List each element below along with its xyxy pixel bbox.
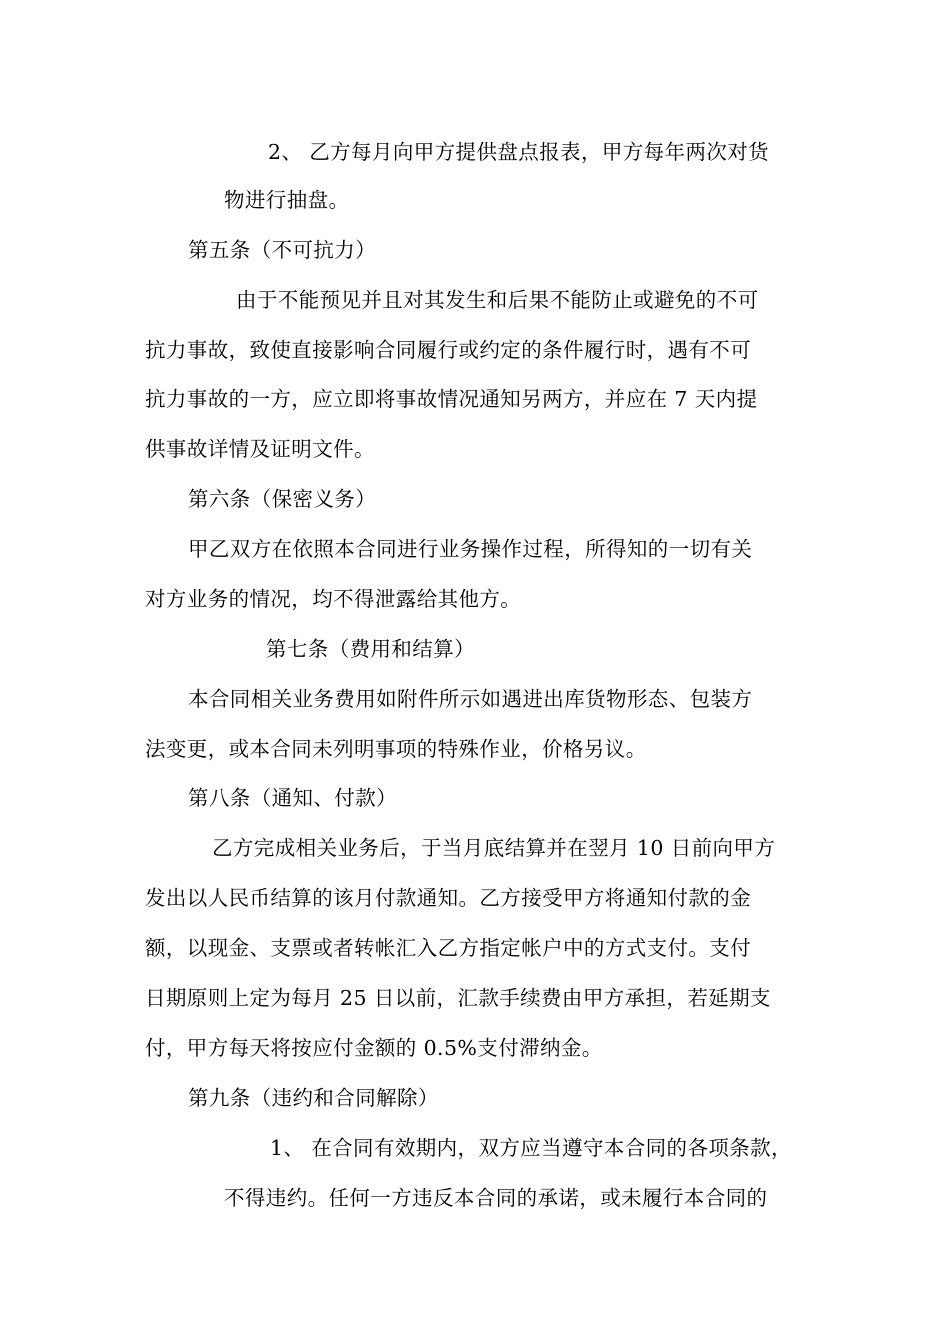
- clause-8-heading: 第八条（通知、付款）: [188, 786, 397, 810]
- clause-8-line-3: 额，以现金、支票或者转帐汇入乙方指定帐户中的方式支付。支付: [145, 936, 752, 960]
- clause-8-line-2: 发出以人民币结算的该月付款通知。乙方接受甲方将通知付款的金: [145, 886, 752, 910]
- clause-8-line-4: 日期原则上定为每月 25 日以前，汇款手续费由甲方承担，若延期支: [145, 986, 771, 1010]
- clause-8-line-1: 乙方完成相关业务后，于当月底结算并在翌月 10 日前向甲方: [212, 836, 776, 860]
- clause-7-line-2: 法变更，或本合同未列明事项的特殊作业，价格另议。: [145, 737, 647, 761]
- clause-7-heading: 第七条（费用和结算）: [266, 637, 475, 661]
- clause-6-line-1: 甲乙双方在依照本合同进行业务操作过程，所得知的一切有关: [188, 537, 753, 561]
- clause-5-line-1: 由于不能预见并且对其发生和后果不能防止或避免的不可: [236, 288, 759, 312]
- clause-5-line-2: 抗力事故，致使直接影响合同履行或约定的条件履行时，遇有不可: [145, 338, 752, 362]
- clause-5-line-3: 抗力事故的一方，应立即将事故情况通知另两方，并应在 7 天内提: [145, 387, 758, 411]
- clause-4-item-2-line-2: 物进行抽盘。: [224, 188, 350, 212]
- clause-5-heading: 第五条（不可抗力）: [188, 238, 377, 262]
- clause-8-line-5: 付，甲方每天将按应付金额的 0.5%支付滞纳金。: [145, 1036, 603, 1060]
- clause-9-item-1-line-2: 不得违约。任何一方违反本合同的承诺，或未履行本合同的: [224, 1186, 768, 1210]
- clause-6-heading: 第六条（保密义务）: [188, 487, 377, 511]
- clause-9-item-1-line-1: 1、 在合同有效期内，双方应当遵守本合同的各项条款，: [270, 1136, 792, 1160]
- clause-5-line-4: 供事故详情及证明文件。: [145, 437, 375, 461]
- clause-9-heading: 第九条（违约和合同解除）: [188, 1086, 439, 1110]
- clause-6-line-2: 对方业务的情况，均不得泄露给其他方。: [145, 587, 522, 611]
- clause-7-line-1: 本合同相关业务费用如附件所示如遇进出库货物形态、包装方: [188, 687, 753, 711]
- clause-4-item-2-line-1: 2、 乙方每月向甲方提供盘点报表，甲方每年两次对货: [268, 140, 770, 164]
